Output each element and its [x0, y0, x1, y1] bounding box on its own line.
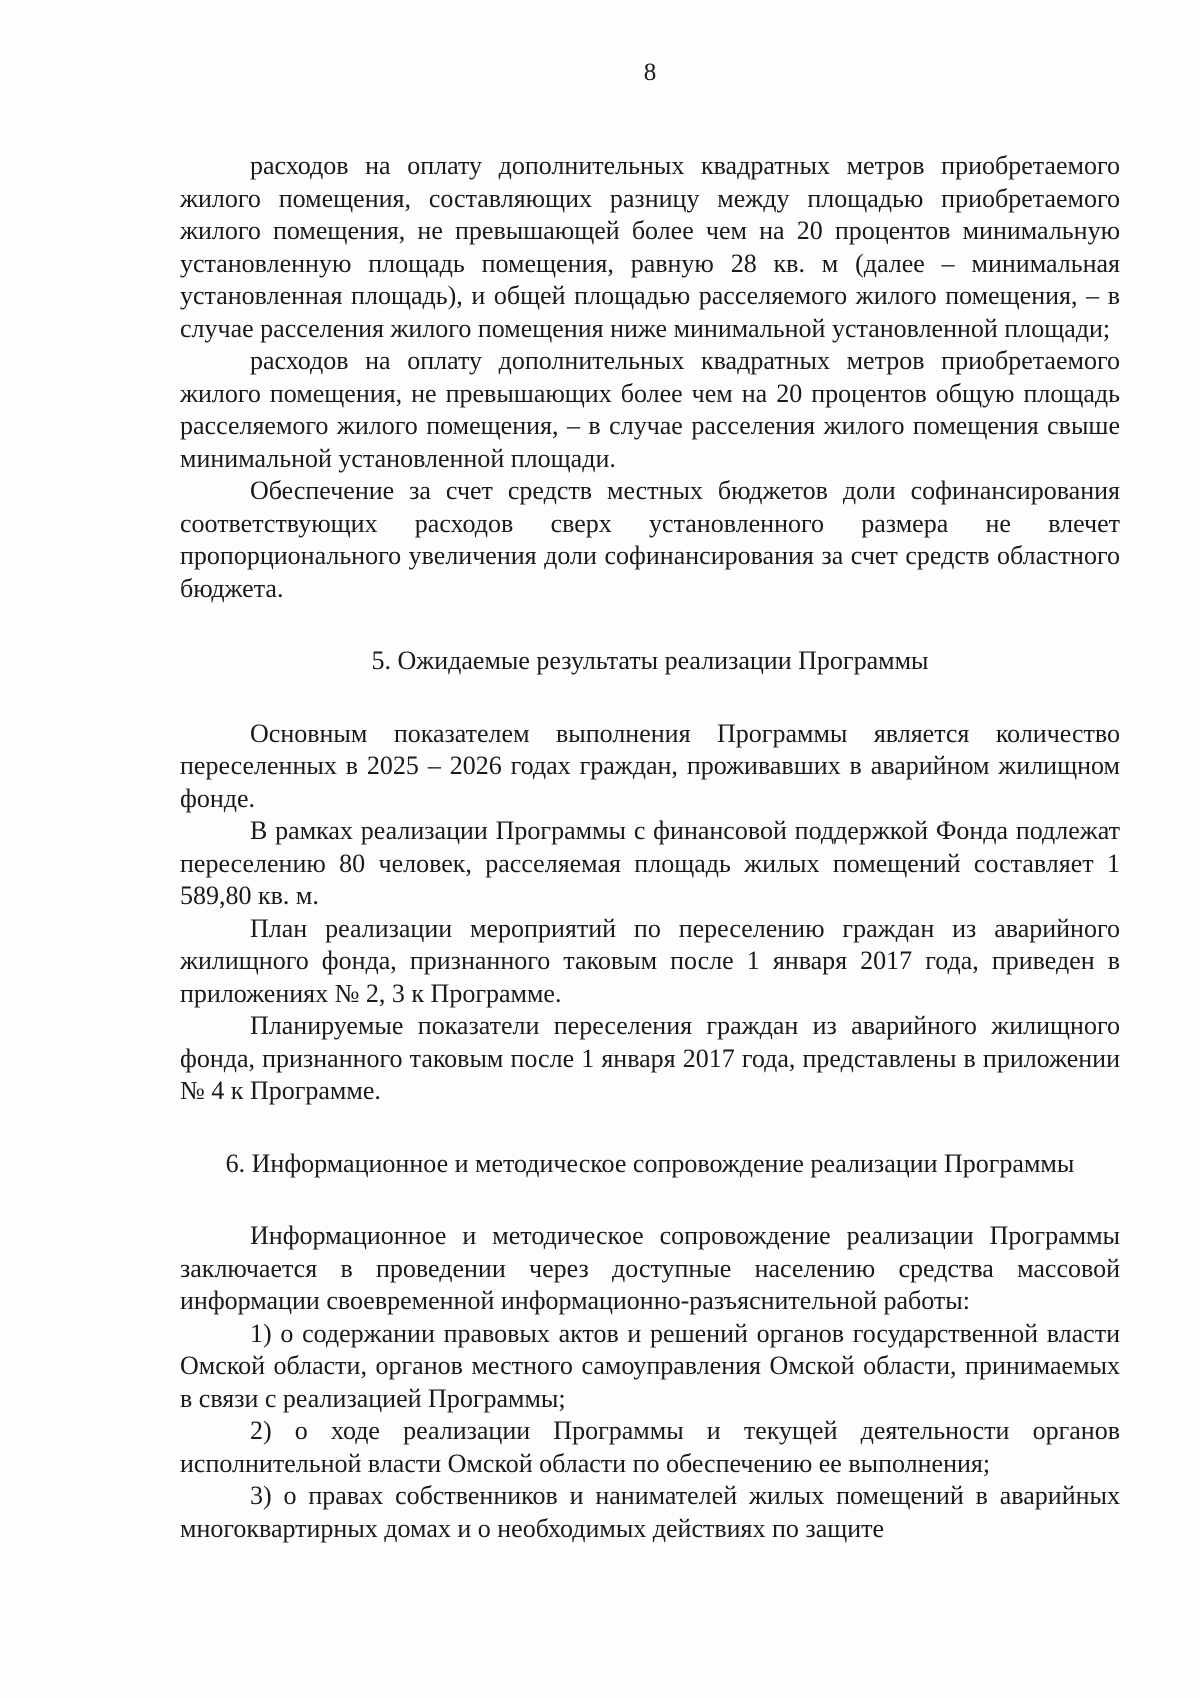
document-body [180, 150, 1120, 1545]
paragraph: Основным показателем выполнения Программы является количество переселенных в 2025 – 2026 годах граждан, проживавших в аварийном жилищном фонде. [180, 718, 1120, 813]
list-item: 1) о содержании правовых актов и решений органов государственной власти Омской области, органов местного самоуправления Омской области, принимаемых в связи с реализацией Программы; [180, 1318, 1120, 1413]
section-heading-6: 6. Информационное и методическое сопровождение реализации Программы [225, 1148, 1075, 1178]
list-item: 2) о ходе реализации Программы и текущей деятельности органов исполнительной власти Омской области по обеспечению ее выполнения; [180, 1416, 1120, 1478]
list-item: 3) о правах собственников и нанимателей жилых помещений в аварийных многоквартирных домах и о необходимых действиях по защите [180, 1481, 1120, 1543]
section-heading-5: 5. Ожидаемые результаты реализации Программы [371, 646, 929, 675]
paragraph: расходов на оплату дополнительных квадратных метров приобретаемого жилого помещения, составляющих разницу между площадью приобретаемого жилого помещения, не превышающей более чем на 20 процентов минимальную установленную площадь помещения, равную 28 кв. м (далее – минимальная установленная площадь), и общей площадью расселяемого жилого помещения, – в случае расселения жилого помещения ниже минимальной установленной площади; [180, 151, 1120, 343]
paragraph: расходов на оплату дополнительных квадратных метров приобретаемого жилого помещения, не превышающих более чем на 20 процентов общую площадь расселяемого жилого помещения, – в случае расселения жилого помещения свыше минимальной установленной площади. [180, 346, 1120, 473]
page-number: 8 [643, 59, 657, 86]
paragraph: Планируемые показатели переселения граждан из аварийного жилищного фонда, признанного таковым после 1 января 2017 года, представлены в приложении № 4 к Программе. [180, 1011, 1120, 1105]
paragraph: В рамках реализации Программы с финансовой поддержкой Фонда подлежат переселению 80 человек, расселяемая площадь жилых помещений составляет 1 589,80 кв. м. [180, 816, 1120, 910]
paragraph: Информационное и методическое сопровождение реализации Программы заключается в проведении через доступные населению средства массовой информации своевременной информационно-разъяснительной работы: [180, 1221, 1120, 1315]
paragraph: План реализации мероприятий по переселению граждан из аварийного жилищного фонда, признанного таковым после 1 января 2017 года, приведен в приложениях № 2, 3 к Программе. [180, 913, 1120, 1008]
paragraph: Обеспечение за счет средств местных бюджетов доли софинансирования соответствующих расходов сверх установленного размера не влечет пропорционального увеличения доли софинансирования за счет средств областного бюджета. [180, 476, 1120, 603]
